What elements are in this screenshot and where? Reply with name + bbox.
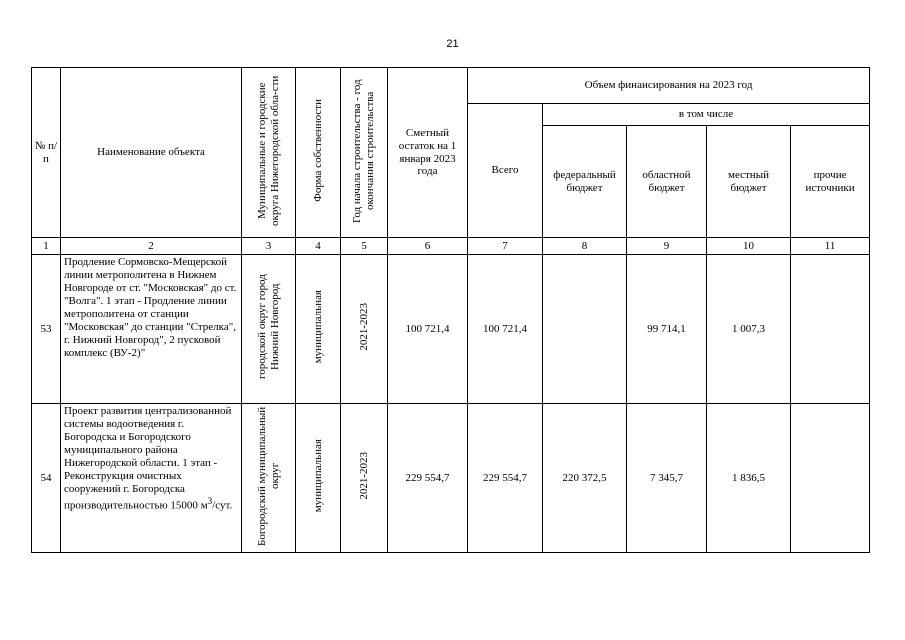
row-total: 100 721,4: [468, 255, 543, 404]
row-ownership: муниципальная: [296, 404, 341, 553]
column-number: 10: [707, 238, 791, 255]
header-estimate: Сметный остаток на 1 января 2023 года: [388, 68, 468, 238]
column-number: 6: [388, 238, 468, 255]
row-ownership: муниципальная: [296, 255, 341, 404]
row-local: 1 007,3: [707, 255, 791, 404]
row-regional: 7 345,7: [627, 404, 707, 553]
header-including: в том числе: [543, 104, 870, 126]
row-num: 53: [32, 255, 61, 404]
header-total: Всего: [468, 104, 543, 238]
row-estimate: 229 554,7: [388, 404, 468, 553]
table-row: [32, 255, 870, 404]
column-number: 3: [242, 238, 296, 255]
column-number: 4: [296, 238, 341, 255]
column-number: 9: [627, 238, 707, 255]
header-num: № п/п: [32, 68, 61, 238]
row-local: 1 836,5: [707, 404, 791, 553]
row-estimate: 100 721,4: [388, 255, 468, 404]
header-row-1: [32, 68, 870, 104]
row-name: Проект развития централизованной системы водоотведения г. Богородска и Богородского муниципального района Нижегородской области. 1 этап - Реконструкция очистных сооружений г. Богородска производительностью 15000 $м^3$/сут.: [61, 404, 242, 553]
column-number: 1: [32, 238, 61, 255]
row-municipality: Богородский муниципальный округ: [242, 404, 296, 553]
column-number: 7: [468, 238, 543, 255]
column-number-row: [32, 238, 870, 255]
header-local: местный бюджет: [707, 126, 791, 238]
row-other: [791, 404, 870, 553]
page-number: 21: [446, 38, 459, 50]
row-name: Продление Сормовско-Мещерской линии метрополитена в Нижнем Новгороде от ст. "Московская" до ст. "Волга". 1 этап - Продление линии метрополитена от станции "Московская" до станции "Стрелка", г. Нижний Новгород", 2 пусковой комплекс (ВУ-2)": [61, 255, 242, 404]
row-years: 2021-2023: [341, 404, 388, 553]
row-municipality: городской округ город Нижний Новгород: [242, 255, 296, 404]
row-federal: [543, 255, 627, 404]
column-number: 2: [61, 238, 242, 255]
row-years: 2021-2023: [341, 255, 388, 404]
row-other: [791, 255, 870, 404]
row-regional: 99 714,1: [627, 255, 707, 404]
header-ownership: Форма собственности: [296, 68, 341, 238]
column-number: 5: [341, 238, 388, 255]
table-row: [32, 404, 870, 553]
column-number: 11: [791, 238, 870, 255]
header-years: Год начала строительства - год окончания строительства: [341, 68, 388, 238]
header-federal: федеральный бюджет: [543, 126, 627, 238]
header-funding: Объем финансирования на 2023 год: [468, 68, 870, 104]
header-regional: областной бюджет: [627, 126, 707, 238]
header-name: Наименование объекта: [61, 68, 242, 238]
row-num: 54: [32, 404, 61, 553]
row-total: 229 554,7: [468, 404, 543, 553]
header-municipality: Муниципальные и городские округа Нижегородской обла-сти: [242, 68, 296, 238]
header-other: прочие источники: [791, 126, 870, 238]
column-number: 8: [543, 238, 627, 255]
financing-table: [31, 67, 870, 553]
row-federal: 220 372,5: [543, 404, 627, 553]
